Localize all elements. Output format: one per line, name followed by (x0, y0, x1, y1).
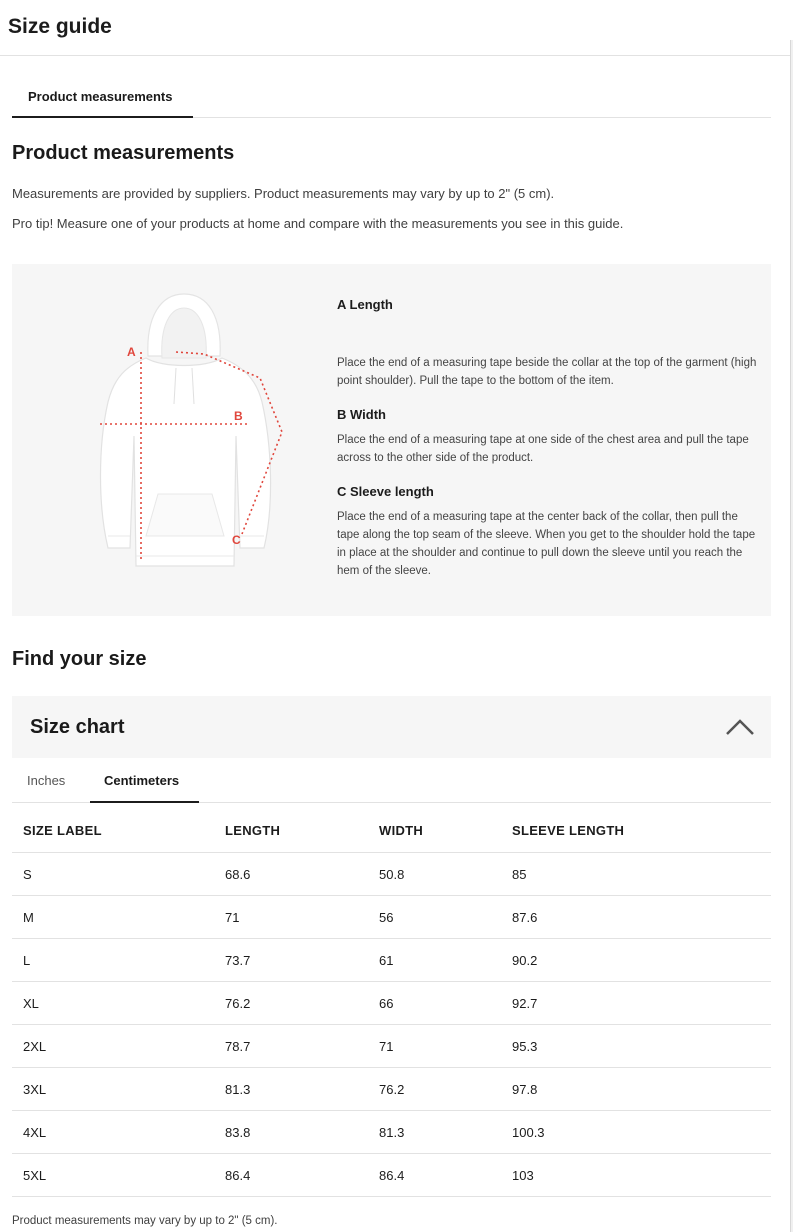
size-table (12, 810, 771, 1197)
page-header (0, 0, 793, 56)
table-cell: 76.2 (379, 1082, 405, 1097)
table-cell: 81.3 (379, 1125, 405, 1140)
table-header (12, 810, 771, 853)
measurement-panel (12, 264, 771, 616)
page-title: Size guide (8, 15, 112, 38)
table-cell: S (23, 867, 32, 882)
table-cell: 56 (379, 910, 394, 925)
tab-centimeters-label: Centimeters (104, 773, 180, 788)
column-header: SIZE LABEL (23, 823, 102, 838)
table-cell: 71 (225, 910, 240, 925)
table-cell: 86.4 (225, 1168, 251, 1183)
table-cell: 71 (379, 1039, 394, 1054)
tab-inches[interactable]: Inches (27, 773, 66, 788)
table-row (12, 896, 771, 939)
width-description: Place the end of a measuring tape at one side of the chest area and pull the tape across to the other side of the product. (337, 434, 749, 464)
table-cell: 50.8 (379, 867, 405, 882)
label-c: C (232, 533, 241, 547)
size-chart-accordion[interactable] (12, 696, 771, 758)
table-cell: 81.3 (225, 1082, 251, 1097)
table-cell: 73.7 (225, 953, 251, 968)
table-cell: 87.6 (512, 910, 538, 925)
table-cell: 76.2 (225, 996, 251, 1011)
footnote: Product measurements may vary by up to 2" (5 cm). (12, 1215, 278, 1227)
table-cell: L (23, 953, 31, 968)
table-row (12, 1068, 771, 1111)
table-cell: 78.7 (225, 1039, 251, 1054)
sleeve-heading: C Sleeve length (337, 484, 434, 499)
table-cell: 97.8 (512, 1082, 538, 1097)
tab-centimeters[interactable] (90, 760, 199, 803)
table-cell: 3XL (23, 1082, 47, 1097)
chevron-up-icon[interactable] (725, 716, 755, 738)
section-title: Product measurements (12, 142, 235, 164)
guide-tabs (12, 78, 771, 118)
size-chart-title: Size chart (30, 716, 125, 738)
table-cell: 92.7 (512, 996, 538, 1011)
table-row (12, 1111, 771, 1154)
find-your-size-title: Find your size (12, 648, 147, 670)
tab-label: Product measurements (28, 89, 173, 104)
table-cell: 68.6 (225, 867, 251, 882)
table-cell: 4XL (23, 1125, 47, 1140)
table-cell: 95.3 (512, 1039, 538, 1054)
table-cell: 83.8 (225, 1125, 251, 1140)
table-row (12, 1025, 771, 1068)
unit-tabs (12, 760, 771, 803)
pro-tip: Pro tip! Measure one of your products at home and compare with the measurements you see in this guide. (12, 216, 624, 231)
measurement-note: Measurements are provided by suppliers. Product measurements may vary by up to 2" (5 cm). (12, 186, 555, 201)
column-header: LENGTH (225, 823, 281, 838)
label-a: A (127, 345, 136, 359)
label-b: B (234, 409, 243, 423)
table-row (12, 982, 771, 1025)
length-heading: A Length (337, 297, 393, 312)
table-cell: 66 (379, 996, 394, 1011)
hoodie-diagram (86, 286, 306, 586)
table-cell: 85 (512, 867, 527, 882)
tab-product-measurements[interactable] (12, 78, 193, 118)
table-cell: 100.3 (512, 1125, 545, 1140)
length-description: Place the end of a measuring tape beside the collar at the top of the garment (high point shoulder). Pull the tape to the bottom of the item. (337, 357, 757, 387)
table-row (12, 853, 771, 896)
table-row (12, 1154, 771, 1197)
table-cell: 103 (512, 1168, 534, 1183)
sleeve-description: Place the end of a measuring tape at the center back of the collar, then pull the tape along the top seam of the sleeve. When you get to the shoulder hold the tape in place at the shoulder and continue to pull down the sleeve until you reach the hem of the sleeve. (337, 511, 756, 577)
table-cell: XL (23, 996, 39, 1011)
table-cell: 5XL (23, 1168, 47, 1183)
table-row (12, 939, 771, 982)
table-cell: M (23, 910, 34, 925)
column-header: WIDTH (379, 823, 424, 838)
column-header: SLEEVE LENGTH (512, 823, 625, 838)
table-cell: 61 (379, 953, 394, 968)
table-cell: 90.2 (512, 953, 538, 968)
table-cell: 2XL (23, 1039, 47, 1054)
width-heading: B Width (337, 407, 386, 422)
table-cell: 86.4 (379, 1168, 405, 1183)
